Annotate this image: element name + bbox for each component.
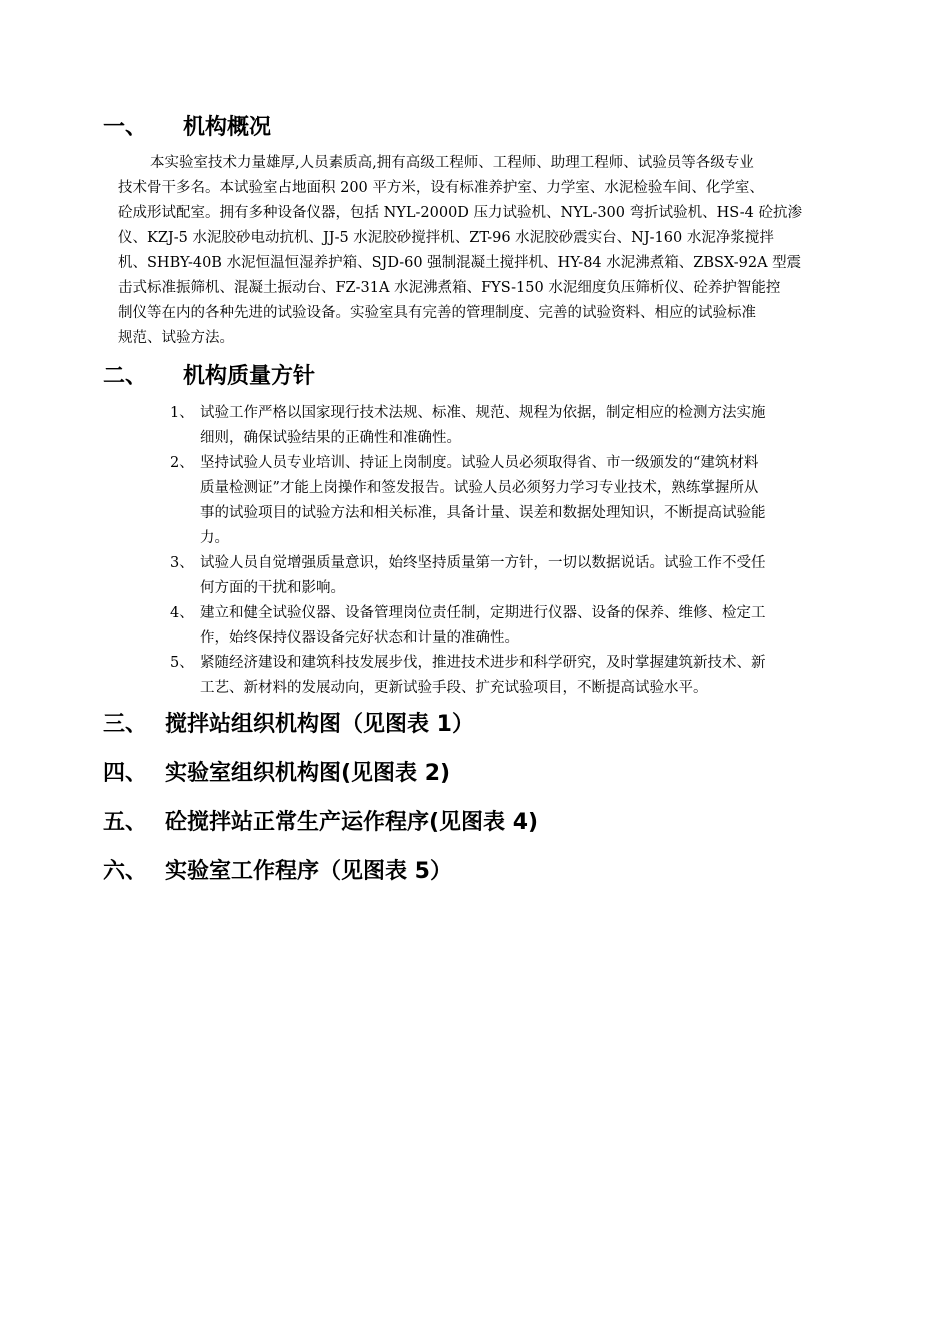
- section-number: 一、: [103, 115, 148, 140]
- paragraph-line: 技术骨干多名。本试验室占地面积 200 平方米，设有标准养护室、力学室、水泥检验车间、化学室、: [118, 180, 764, 196]
- section-heading-4: [103, 759, 450, 789]
- section-title: 搅拌站组织机构图（见图表 1）: [165, 712, 474, 737]
- list-item-line: 工艺、新材料的发展动向，更新试验手段、扩充试验项目，不断提高试验水平。: [200, 680, 708, 696]
- section-heading-3: [103, 710, 474, 740]
- section-heading-1: [103, 113, 271, 143]
- section-title: 机构质量方针: [183, 364, 316, 389]
- list-item-number: 3、: [170, 555, 194, 571]
- section-heading-5: [103, 808, 538, 838]
- paragraph-line: 砼成形试配室。拥有多种设备仪器，包括 NYL-2000D 压力试验机、NYL-300 弯折试验机、HS-4 砼抗渗: [118, 205, 802, 221]
- list-item-line: 作，始终保持仪器设备完好状态和计量的准确性。: [200, 630, 519, 646]
- section-number: 六、: [103, 859, 148, 884]
- paragraph-line: 仪、KZJ-5 水泥胶砂电动抗机、JJ-5 水泥胶砂搅拌机、ZT-96 水泥胶砂震实台、NJ-160 水泥净浆搅拌: [118, 230, 774, 246]
- section-title: 实验室组织机构图(见图表 2): [165, 761, 451, 786]
- list-item-line: 试验工作严格以国家现行技术法规、标准、规范、规程为依据，制定相应的检测方法实施: [200, 405, 766, 421]
- list-item-number: 5、: [170, 655, 194, 671]
- section-number: 四、: [103, 761, 148, 786]
- section-number: 五、: [103, 810, 148, 835]
- section-number: 二、: [103, 364, 148, 389]
- list-item-line: 坚持试验人员专业培训、持证上岗制度。试验人员必须取得省、市一级颁发的“建筑材料: [200, 455, 759, 471]
- list-item-line: 事的试验项目的试验方法和相关标准，具备计量、误差和数据处理知识，不断提高试验能: [200, 505, 766, 521]
- list-item-number: 4、: [170, 605, 194, 621]
- section-title: 砼搅拌站正常生产运作程序(见图表 4): [165, 810, 539, 835]
- paragraph-line: 制仪等在内的各种先进的试验设备。实验室具有完善的管理制度、完善的试验资料、相应的试验标准: [118, 305, 756, 321]
- list-item-line: 建立和健全试验仪器、设备管理岗位责任制，定期进行仪器、设备的保养、维修、检定工: [200, 605, 766, 621]
- section-title: 机构概况: [183, 115, 272, 140]
- list-item-line: 紧随经济建设和建筑科技发展步伐，推进技术进步和科学研究，及时掌握建筑新技术、新: [200, 655, 766, 671]
- list-item-number: 1、: [170, 405, 194, 421]
- paragraph-line: 本实验室技术力量雄厚,人员素质高,拥有高级工程师、工程师、助理工程师、试验员等各级专业: [150, 155, 754, 171]
- list-item-line: 质量检测证”才能上岗操作和签发报告。试验人员必须努力学习专业技术，熟练掌握所从: [200, 480, 759, 496]
- paragraph-line: 规范、试验方法。: [118, 330, 234, 346]
- list-item-line: 试验人员自觉增强质量意识，始终坚持质量第一方针，一切以数据说话。试验工作不受任: [200, 555, 766, 571]
- section-heading-6: [103, 857, 452, 887]
- section-title: 实验室工作程序（见图表 5）: [165, 859, 452, 884]
- list-item-line: 何方面的干扰和影响。: [200, 580, 345, 596]
- paragraph-line: 机、SHBY-40B 水泥恒温恒湿养护箱、SJD-60 强制混凝土搅拌机、HY-84 水泥沸煮箱、ZBSX-92A 型震: [118, 255, 802, 271]
- paragraph-line: 击式标准振筛机、混凝土振动台、FZ-31A 水泥沸煮箱、FYS-150 水泥细度负压筛析仪、砼养护智能控: [118, 280, 781, 296]
- section-number: 三、: [103, 712, 148, 737]
- list-item-line: 细则，确保试验结果的正确性和准确性。: [200, 430, 461, 446]
- list-item-number: 2、: [170, 455, 194, 471]
- section-heading-2: [103, 362, 315, 392]
- list-item-line: 力。: [200, 530, 229, 546]
